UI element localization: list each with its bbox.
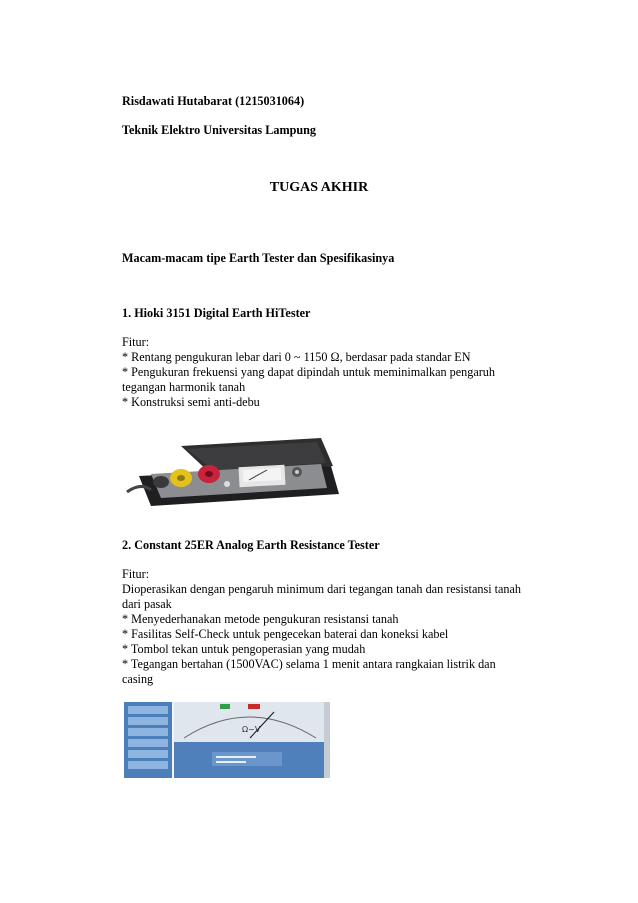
section1-heading: 1. Hioki 3151 Digital Earth HiTester (122, 306, 311, 320)
section2-line-3: * Menyederhanakan metode pengukuran resistansi tanah (122, 612, 399, 626)
section2-line-7: casing (122, 672, 154, 686)
section1-line-1: * Rentang pengukuran lebar dari 0 ~ 1150 Ω, berdasar pada standar EN (122, 350, 471, 364)
section1-fitur-label: Fitur: (122, 335, 150, 349)
section1-line-3: tegangan harmonik tanah (122, 380, 246, 394)
affiliation-line: Teknik Elektro Universitas Lampung (122, 123, 317, 137)
section1-line-2: * Pengukuran frekuensi yang dapat dipindah untuk meminimalkan pengaruh (122, 365, 495, 379)
constant-25er-photo (124, 702, 330, 778)
section2-line-4: * Fasilitas Self-Check untuk pengecekan baterai dan koneksi kabel (122, 627, 449, 641)
section1-line-4: * Konstruksi semi anti-debu (122, 395, 260, 409)
section2-line-6: * Tegangan bertahan (1500VAC) selama 1 menit antara rangkaian listrik dan (122, 657, 496, 671)
document-subtitle: Macam-macam tipe Earth Tester dan Spesifikasinya (122, 251, 395, 265)
section2-line-1: Dioperasikan dengan pengaruh minimum dari tegangan tanah dan resistansi tanah (122, 582, 522, 596)
section2-heading: 2. Constant 25ER Analog Earth Resistance Tester (122, 538, 380, 552)
section2-line-5: * Tombol tekan untuk pengoperasian yang mudah (122, 642, 366, 656)
author-line: Risdawati Hutabarat (1215031064) (122, 94, 305, 108)
section2-fitur-label: Fitur: (122, 567, 150, 581)
svg-text:Ω~V: Ω~V (242, 725, 261, 734)
document-title: TUGAS AKHIR (269, 180, 369, 195)
section2-line-2: dari pasak (122, 597, 172, 611)
hioki-3151-photo (121, 436, 346, 508)
